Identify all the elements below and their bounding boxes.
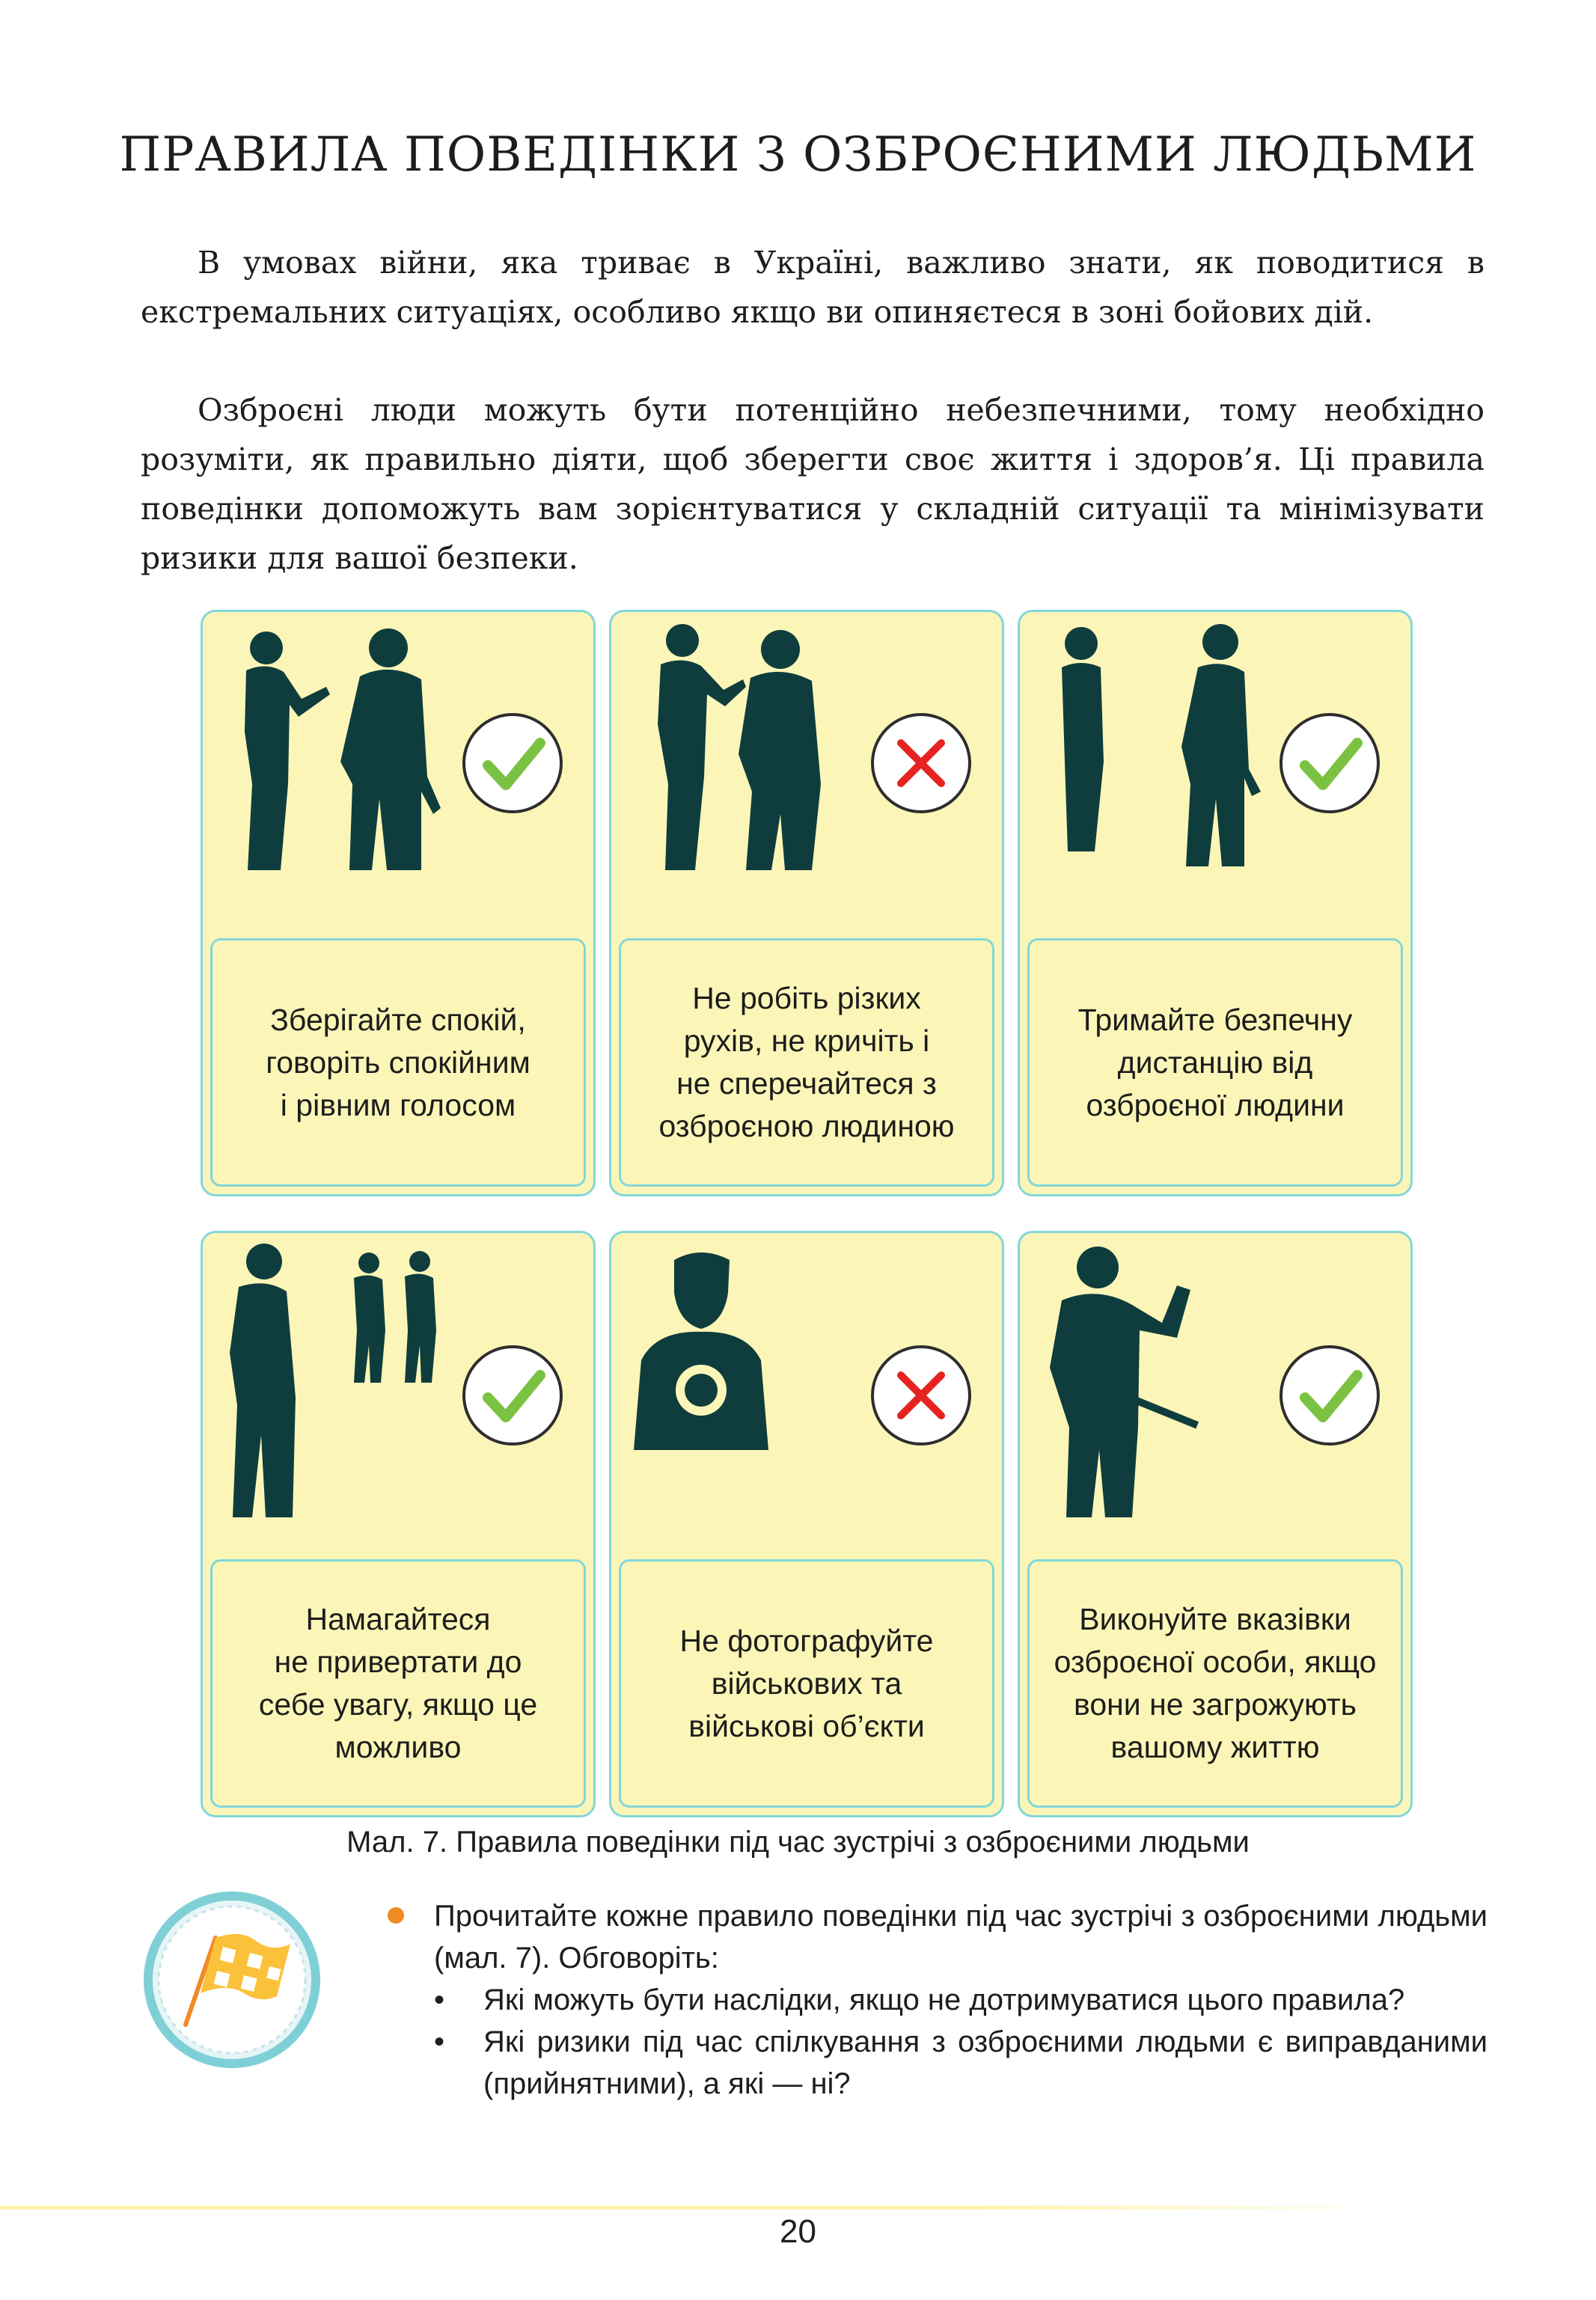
check-icon — [1279, 713, 1380, 813]
page-title: ПРАВИЛА ПОВЕДІНКИ З ОЗБРОЄНИМИ ЛЮДЬМИ — [119, 127, 1477, 183]
rule-caption: Не робіть різких рухів, не кричіть і не сперечайтеся з озброєною людиною — [619, 938, 994, 1187]
check-icon — [462, 1345, 563, 1446]
rule-card-4 — [201, 1231, 596, 1817]
task-question: • Які можуть бути наслідки, якщо не дотримуватися цього правила? — [434, 1979, 1488, 2021]
check-icon — [1279, 1345, 1380, 1446]
task-lead: Прочитайте кожне правило поведінки під час зустрічі з озброєними людьми (мал. 7). Обговоріть: — [434, 1900, 1488, 1975]
cross-icon — [871, 713, 971, 813]
task-questions — [395, 1979, 1488, 2105]
rule-caption: Намагайтеся не привертати до себе увагу, якщо це можливо — [210, 1559, 586, 1808]
rule-caption: Тримайте безпечну дистанцію від озброєної людини — [1027, 938, 1403, 1187]
rule-caption: Не фотографуйте військових та військові об’єкти — [619, 1559, 994, 1808]
cross-icon — [871, 1345, 971, 1446]
footer-divider — [0, 2206, 1392, 2209]
intro-paragraph-1: В умовах війни, яка триває в Україні, важливо знати, як поводитися в екстремальних ситуаціях, особливо якщо ви опиняєтеся в зоні бойових дій. — [141, 245, 1485, 330]
rule-card-5 — [609, 1231, 1004, 1817]
checkered-flag-icon — [144, 1891, 320, 2068]
task-question: • Які ризики під час спілкування з озброєними людьми є виправданими (прийнятними), а які — ні? — [434, 2021, 1488, 2105]
rule-card-1 — [201, 610, 596, 1196]
rule-card-6 — [1018, 1231, 1413, 1817]
rule-card-2 — [609, 610, 1004, 1196]
rule-caption: Виконуйте вказівки озброєної особи, якщо вони не загрожують вашому життю — [1027, 1559, 1403, 1808]
discussion-task — [395, 1895, 1488, 2105]
page-number: 20 — [780, 2213, 816, 2250]
orange-bullet-icon — [388, 1907, 404, 1924]
intro-paragraph-2: Озброєні люди можуть бути потенційно небезпечними, тому необхідно розуміти, як правильно діяти, щоб зберегти своє життя і здоров’я. Ці правила поведінки допоможуть вам зорієнтуватися у складній ситуації та мінімізувати ризики для вашої безпеки. — [141, 392, 1485, 576]
check-icon — [462, 713, 563, 813]
rule-caption: Зберігайте спокій, говоріть спокійним і рівним голосом — [210, 938, 586, 1187]
figure-caption: Мал. 7. Правила поведінки під час зустрічі з озброєними людьми — [346, 1826, 1250, 1859]
rule-card-3 — [1018, 610, 1413, 1196]
